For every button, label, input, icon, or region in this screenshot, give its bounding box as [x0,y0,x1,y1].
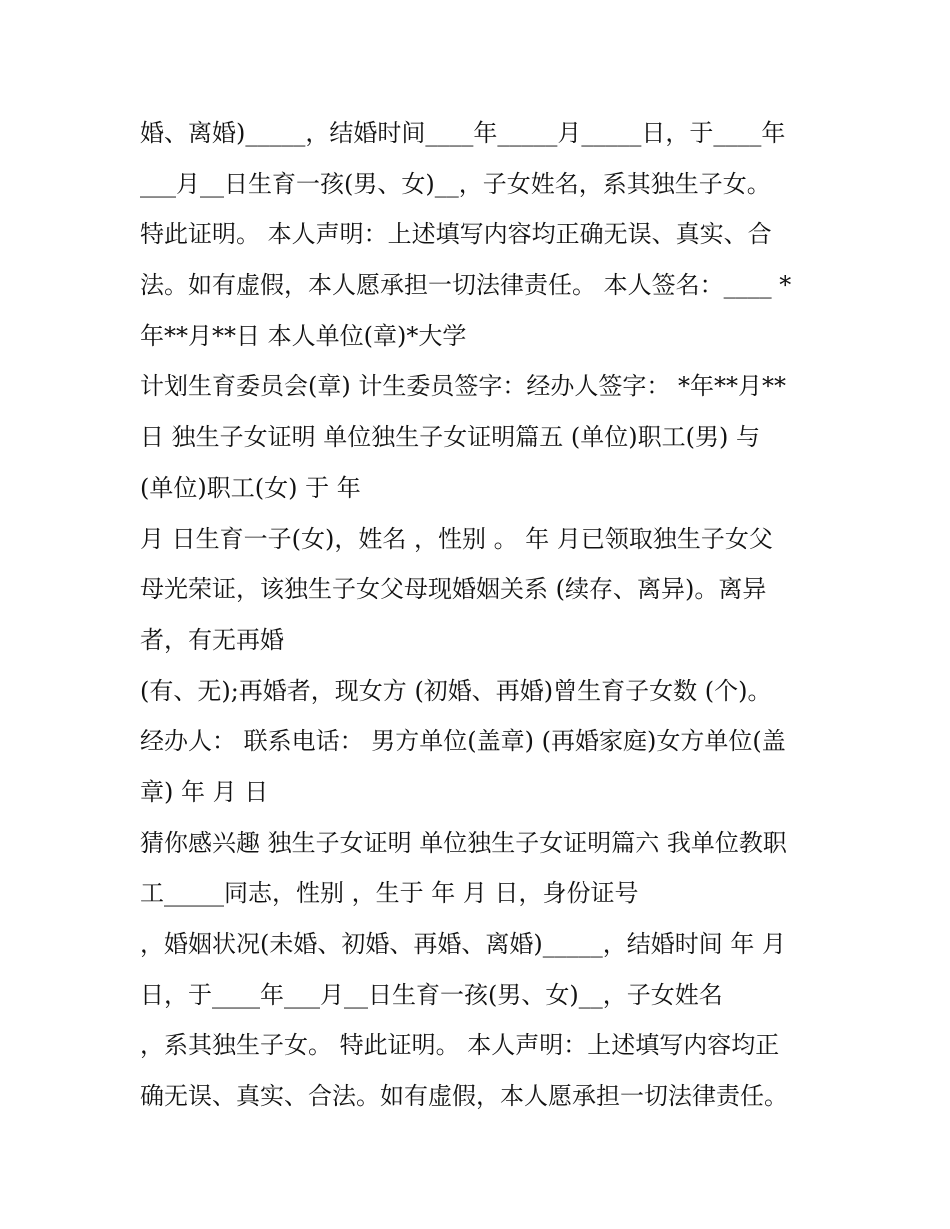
text-line: ，系其独生子女。 特此证明。 本人声明：上述填写内容均正 [140,1031,780,1060]
text-line: 母光荣证，该独生子女父母现婚姻关系 (续存、离异)。离异 [140,575,767,604]
text-line: 经办人： 联系电话： 男方单位(盖章) (再婚家庭)女方单位(盖 [140,727,786,756]
text-line: (单位)职工(女) 于 年 [140,473,361,502]
text-line: 章) 年 月 日 [140,777,269,806]
text-line: ___月__日生育一孩(男、女)__，子女姓名，系其独生子女。 [140,169,771,198]
text-line: 确无误、真实、合法。如有虚假，本人愿承担一切法律责任。 [140,1082,788,1111]
document-body [140,108,812,1122]
text-line: 婚、离婚)_____，结婚时间____年_____月_____日，于____年 [140,119,786,147]
text-line: 工_____同志，性别 ，生于 年 月 日，身份证号 [140,879,639,908]
text-line: 猜你感兴趣 独生子女证明 单位独生子女证明篇六 我单位教职 [140,828,787,857]
text-line: 日，于____年___月__日生育一孩(男、女)__，子女姓名 [140,980,723,1009]
text-line: 法。如有虚假，本人愿承担一切法律责任。 本人签名：____ * [140,271,792,300]
text-line: 计划生育委员会(章) 计生委员签字：经办人签字： *年**月** [140,372,786,401]
text-line: 特此证明。 本人声明：上述填写内容均正确无误、真实、合 [140,220,772,249]
text-line: 日 独生子女证明 单位独生子女证明篇五 (单位)职工(男) 与 [140,423,760,452]
text-line: 月 日生育一子(女)，姓名 ，性别 。 年 月已领取独生子女父 [140,524,773,553]
text-line: (有、无);再婚者，现女方 (初婚、再婚)曾生育子女数 (个)。 [140,676,772,705]
text-line: 者，有无再婚 [140,625,284,654]
text-line: ，婚姻状况(未婚、初婚、再婚、离婚)_____，结婚时间 年 月 [140,930,786,958]
text-line: 年**月**日 本人单位(章)*大学 [140,321,467,350]
